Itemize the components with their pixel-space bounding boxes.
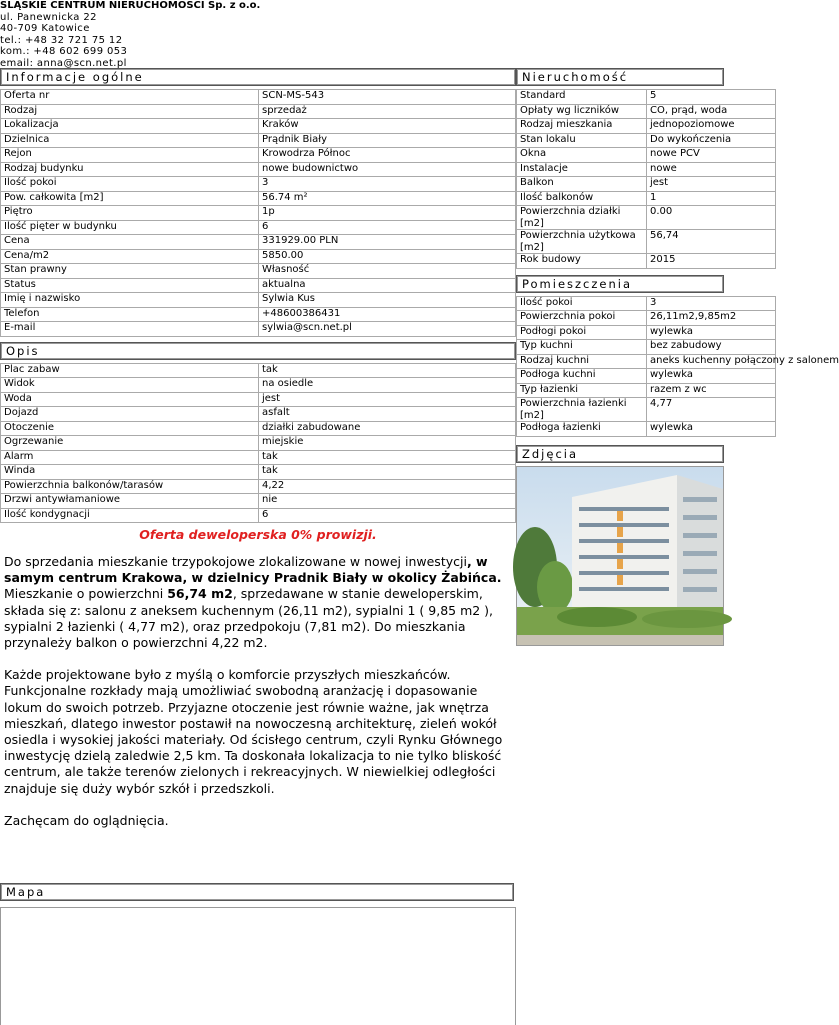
room-label: Powierzchnia pokoi [517, 311, 647, 326]
description-paragraph: Do sprzedania mieszkanie trzypokojowe zlokalizowane w nowej inwestycji, w samym centrum Krakowa, w dzielnicy Pradnik Biały w okolicy Żabińca. Mieszkanie o powierzchni 56,74 m2, sprzedawane w stanie deweloperskim, składa się z: salonu z aneksem kuchennym (26,11 m2), sypialni 1 ( 9,85 m2 ), sypialni 2 łazienki ( 4,77 m2), oraz przedpokoju (7,81 m2). Do mieszkania przynależy balkon o powierzchni 4,22 m2. [4, 554, 502, 651]
feature-row [1, 363, 516, 378]
property-value: CO, prąd, woda [647, 104, 776, 119]
map-heading: Mapa [0, 883, 514, 901]
feature-row [1, 392, 516, 407]
property-value: 56,74 [647, 230, 776, 254]
description-paragraph: Każde projektowane było z myślą o komforcie przyszłych mieszkańców. Funkcjonalne rozkłady mają umożliwiać swobodną aranżację i dopasowanie lokum do swoich potrzeb. Przyjazne otoczenie jest równie ważne, jak wnętrza mieszkań, dlatego inwestor postawił na nowoczesną architekturę, zieleń wokół osiedla i wysokiej jakości materiały. Od ścisłego centrum, czyli Rynku Głównego inwestycję dzielą zaledwie 2,5 km. Ta doskonała lokalizacja to nie tylko bliskość centrum, ale także terenów zielonych i rekreacyjnych. W niewielkiej odległości znajduje się duży wybór szkół i przedszkoli. [4, 667, 503, 796]
property-label: Instalacje [517, 162, 647, 177]
features-table [0, 363, 516, 524]
room-row [517, 340, 776, 355]
room-value: wylewka [647, 369, 776, 384]
general-info-table [0, 89, 516, 337]
general-info-row [1, 249, 516, 264]
general-info-row [1, 162, 516, 177]
general-info-row [1, 307, 516, 322]
feature-label: Plac zabaw [1, 363, 259, 378]
general-info-value: Prądnik Biały [259, 133, 516, 148]
rooms-table [516, 296, 839, 437]
feature-value: jest [259, 392, 516, 407]
map-section [0, 883, 514, 901]
agency-mobile: kom.: +48 602 699 053 [0, 46, 128, 57]
room-value: aneks kuchenny połączony z salonem [647, 354, 776, 369]
general-info-label: Ilość pięter w budynku [1, 220, 259, 235]
feature-value: asfalt [259, 407, 516, 422]
room-value: 3 [647, 296, 776, 311]
general-info-label: Oferta nr [1, 90, 259, 105]
property-label: Ilość balkonów [517, 191, 647, 206]
room-value: wylewka [647, 422, 776, 437]
map-area[interactable] [0, 907, 516, 1025]
feature-row [1, 378, 516, 393]
feature-label: Alarm [1, 450, 259, 465]
room-row [517, 296, 776, 311]
room-value: wylewka [647, 325, 776, 340]
property-row [517, 148, 776, 163]
property-row [517, 206, 776, 230]
property-value: 1 [647, 191, 776, 206]
room-value: bez zabudowy [647, 340, 776, 355]
room-value: 4,77 [647, 398, 776, 422]
general-info-row [1, 264, 516, 279]
general-info-row [1, 322, 516, 337]
room-row [517, 325, 776, 340]
description-text [0, 554, 516, 829]
room-row [517, 311, 776, 326]
feature-label: Drzwi antywłamaniowe [1, 494, 259, 509]
general-info-value: Własność [259, 264, 516, 279]
general-info-value: sylwia@scn.net.pl [259, 322, 516, 337]
general-info-value: SCN-MS-543 [259, 90, 516, 105]
room-label: Rodzaj kuchni [517, 354, 647, 369]
agency-city: 40-709 Katowice [0, 23, 90, 34]
feature-value: 4,22 [259, 479, 516, 494]
room-label: Typ łazienki [517, 383, 647, 398]
general-info-label: Cena [1, 235, 259, 250]
right-column [516, 66, 839, 646]
agency-street: ul. Panewnicka 22 [0, 11, 97, 23]
feature-row [1, 436, 516, 451]
general-info-label: Dzielnica [1, 133, 259, 148]
property-label: Balkon [517, 177, 647, 192]
room-value: razem z wc [647, 383, 776, 398]
feature-value: nie [259, 494, 516, 509]
feature-label: Powierzchnia balkonów/tarasów [1, 479, 259, 494]
property-value: 0.00 [647, 206, 776, 230]
feature-label: Widok [1, 378, 259, 393]
property-row [517, 119, 776, 134]
feature-row [1, 421, 516, 436]
feature-value: tak [259, 450, 516, 465]
property-label: Opłaty wg liczników [517, 104, 647, 119]
property-value: nowe [647, 162, 776, 177]
property-value: Do wykończenia [647, 133, 776, 148]
general-info-label: E-mail [1, 322, 259, 337]
property-row [517, 162, 776, 177]
promo-text: Oferta deweloperska 0% prowizji. [139, 527, 377, 542]
general-info-value: sprzedaż [259, 104, 516, 119]
feature-value: na osiedle [259, 378, 516, 393]
property-label: Powierzchnia działki [m2] [517, 206, 647, 230]
feature-label: Ogrzewanie [1, 436, 259, 451]
feature-value: tak [259, 465, 516, 480]
general-info-label: Telefon [1, 307, 259, 322]
property-row [517, 230, 776, 254]
general-info-value: 1p [259, 206, 516, 221]
property-label: Standard [517, 90, 647, 105]
general-info-value: 6 [259, 220, 516, 235]
feature-label: Dojazd [1, 407, 259, 422]
property-value: nowe PCV [647, 148, 776, 163]
photos-heading: Zdjęcia [516, 445, 724, 463]
room-row [517, 383, 776, 398]
building-photo[interactable] [516, 466, 724, 646]
general-info-row [1, 119, 516, 134]
description-paragraph: Zachęcam do oglądnięcia. [4, 812, 169, 828]
feature-value: tak [259, 363, 516, 378]
general-info-value: Krowodrza Północ [259, 148, 516, 163]
feature-label: Winda [1, 465, 259, 480]
room-label: Powierzchnia łazienki [m2] [517, 398, 647, 422]
room-label: Ilość pokoi [517, 296, 647, 311]
feature-row [1, 494, 516, 509]
property-row [517, 177, 776, 192]
feature-value: działki zabudowane [259, 421, 516, 436]
general-info-label: Piętro [1, 206, 259, 221]
feature-label: Woda [1, 392, 259, 407]
room-label: Podłoga kuchni [517, 369, 647, 384]
property-value: 5 [647, 90, 776, 105]
general-info-row [1, 191, 516, 206]
property-heading: Nieruchomość [516, 68, 724, 86]
feature-row [1, 407, 516, 422]
general-info-value: 331929.00 PLN [259, 235, 516, 250]
feature-row [1, 450, 516, 465]
general-info-label: Rejon [1, 148, 259, 163]
property-label: Stan lokalu [517, 133, 647, 148]
room-label: Podłoga łazienki [517, 422, 647, 437]
room-row [517, 369, 776, 384]
feature-row [1, 479, 516, 494]
general-info-row [1, 220, 516, 235]
general-info-row [1, 278, 516, 293]
feature-label: Ilość kondygnacji [1, 508, 259, 523]
general-info-label: Cena/m2 [1, 249, 259, 264]
agency-header [0, 0, 300, 69]
property-value: jest [647, 177, 776, 192]
property-label: Rodzaj mieszkania [517, 119, 647, 134]
general-info-row [1, 104, 516, 119]
description-heading: Opis [0, 342, 516, 360]
general-info-label: Ilość pokoi [1, 177, 259, 192]
general-info-label: Stan prawny [1, 264, 259, 279]
general-info-row [1, 148, 516, 163]
property-row [517, 191, 776, 206]
general-info-label: Lokalizacja [1, 119, 259, 134]
property-value: jednopoziomowe [647, 119, 776, 134]
building-photo-image [517, 467, 723, 645]
agency-name: ŚLĄSKIE CENTRUM NIERUCHOMOŚCI Sp. z o.o. [0, 0, 261, 11]
general-info-row [1, 177, 516, 192]
room-row [517, 422, 776, 437]
property-label: Okna [517, 148, 647, 163]
feature-row [1, 465, 516, 480]
property-row [517, 104, 776, 119]
property-label: Powierzchnia użytkowa [m2] [517, 230, 647, 254]
general-info-label: Imię i nazwisko [1, 293, 259, 308]
general-info-value: Kraków [259, 119, 516, 134]
general-info-row [1, 235, 516, 250]
general-info-heading: Informacje ogólne [0, 68, 516, 86]
property-value: 2015 [647, 254, 776, 269]
general-info-value: 5850.00 [259, 249, 516, 264]
property-row [517, 133, 776, 148]
room-label: Podłogi pokoi [517, 325, 647, 340]
property-label: Rok budowy [517, 254, 647, 269]
property-row [517, 90, 776, 105]
room-row [517, 354, 776, 369]
room-value: 26,11m2,9,85m2 [647, 311, 776, 326]
general-info-row [1, 293, 516, 308]
room-row [517, 398, 776, 422]
feature-value: miejskie [259, 436, 516, 451]
general-info-label: Pow. całkowita [m2] [1, 191, 259, 206]
general-info-label: Rodzaj budynku [1, 162, 259, 177]
general-info-value: 56.74 m² [259, 191, 516, 206]
general-info-value: Sylwia Kus [259, 293, 516, 308]
general-info-value: +48600386431 [259, 307, 516, 322]
general-info-row [1, 206, 516, 221]
agency-tel: tel.: +48 32 721 75 12 [0, 34, 123, 46]
feature-label: Otoczenie [1, 421, 259, 436]
agency-email: email: anna@scn.net.pl [0, 57, 127, 69]
general-info-value: aktualna [259, 278, 516, 293]
feature-value: 6 [259, 508, 516, 523]
general-info-label: Status [1, 278, 259, 293]
property-table [516, 89, 776, 269]
feature-row [1, 508, 516, 523]
rooms-heading: Pomieszczenia [516, 275, 724, 293]
room-label: Typ kuchni [517, 340, 647, 355]
property-row [517, 254, 776, 269]
general-info-label: Rodzaj [1, 104, 259, 119]
general-info-row [1, 90, 516, 105]
left-column [0, 66, 516, 845]
general-info-value: 3 [259, 177, 516, 192]
general-info-value: nowe budownictwo [259, 162, 516, 177]
general-info-row [1, 133, 516, 148]
